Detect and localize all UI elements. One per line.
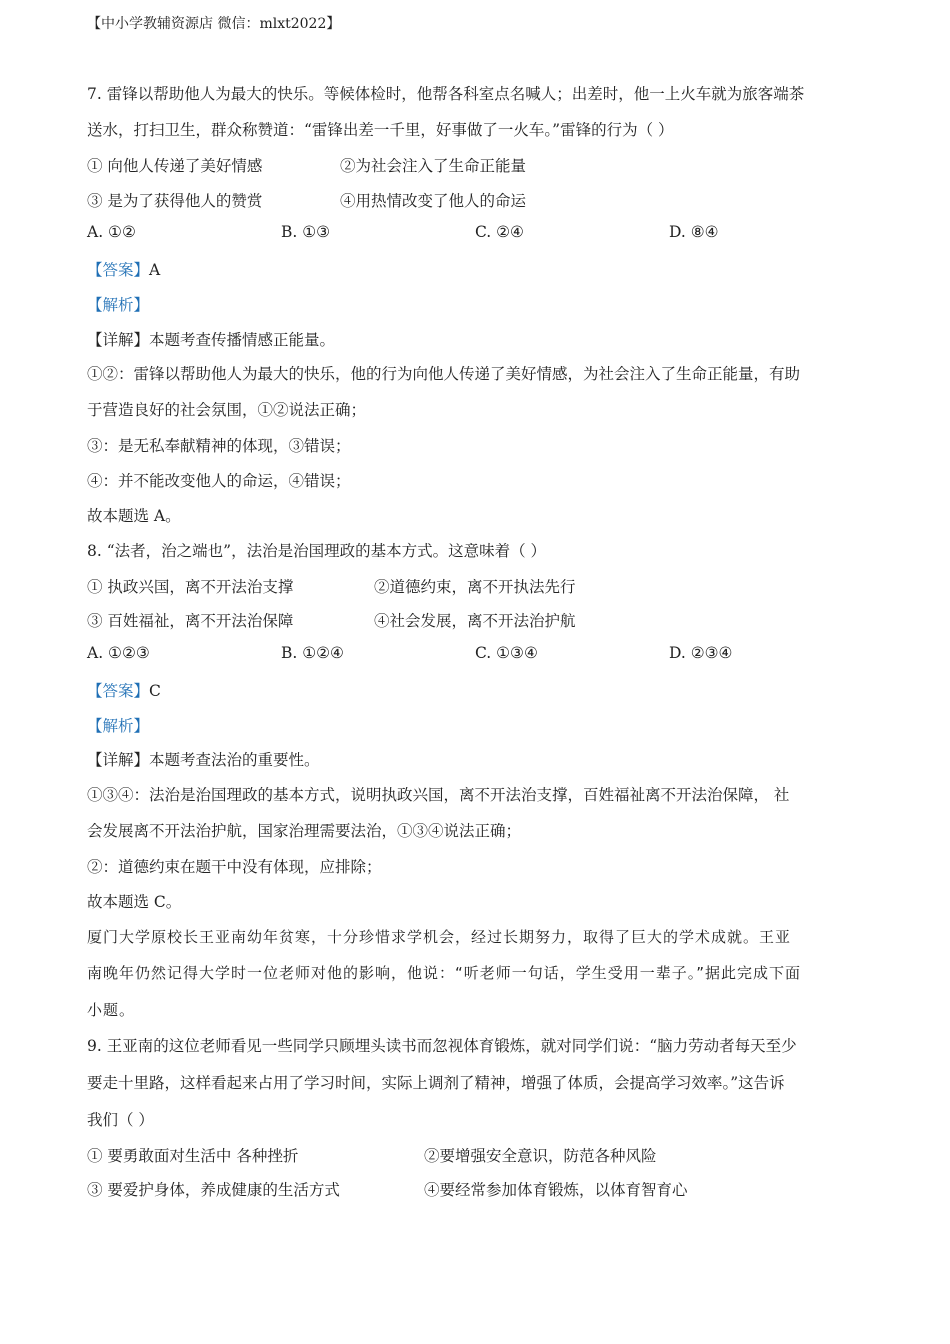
analysis-label: 【解析】 [87,717,150,735]
q8-answer [87,679,161,701]
q7-choice-b: B. ①③ [281,223,331,241]
q9-stem-line3: 我们（ ） [87,1111,154,1129]
q7-statement-3: ③ 是为了获得他人的赞赏 [87,192,263,210]
answer-value: A [149,261,161,279]
q7-choice-c: C. ②④ [475,223,524,241]
detail-label: 【详解】 [87,331,150,349]
q7-stem-line2: 送水，打扫卫生，群众称赞道：“雷锋出差一千里，好事做了一火车。”雷锋的行为（ ） [87,121,674,139]
q8-explain-line3: ②：道德约束在题干中没有体现，应排除； [87,858,382,876]
q7-explain-line2: 于营造良好的社会氛围，①②说法正确； [87,401,367,419]
q7-conclusion: 故本题选 A。 [87,507,181,525]
q7-stem-line1: 7. 雷锋以帮助他人为最大的快乐。等候体检时，他帮各科室点名喊人；出差时，他一上火车就为旅客端茶 [87,85,805,103]
q8-choice-a: A. ①②③ [87,644,150,662]
q8-statement-2: ②道德约束，离不开执法先行 [374,578,576,596]
q8-statement-3: ③ 百姓福祉，离不开法治保障 [87,612,294,630]
q8-statement-1: ① 执政兴国，离不开法治支撑 [87,578,294,596]
material-line2: 南晚年仍然记得大学时一位老师对他的影响，他说：“听老师一句话，学生受用一辈子。”据此完成下面 [87,964,802,982]
detail-label: 【详解】 [87,751,150,769]
q9-statement-2: ②要增强安全意识，防范各种风险 [424,1147,657,1165]
material-line3: 小题。 [87,1001,136,1019]
q7-analysis [87,293,149,315]
q9-statement-4: ④要经常参加体育锻炼，以体育智育心 [424,1181,688,1199]
q7-statement-4: ④用热情改变了他人的命运 [340,192,527,210]
q8-statement-4: ④社会发展，离不开法治护航 [374,612,576,630]
q7-choice-a: A. ①② [87,223,136,241]
detail-text: 本题考查传播情感正能量。 [149,331,336,349]
q8-stem: 8. “法者，治之端也”，法治是治国理政的基本方式。这意味着（ ） [87,542,546,560]
q8-choice-c: C. ①③④ [475,644,538,662]
answer-value: C [149,682,161,700]
q8-choice-b: B. ①②④ [281,644,344,662]
q9-statement-3: ③ 要爱护身体，养成健康的生活方式 [87,1181,340,1199]
q8-explain-line2: 会发展离不开法治护航，国家治理需要法治，①③④说法正确； [87,822,522,840]
analysis-label: 【解析】 [87,296,150,314]
q7-explain-line3: ③：是无私奉献精神的体现，③错误； [87,437,351,455]
q7-statement-2: ②为社会注入了生命正能量 [340,157,527,175]
q7-explain-line1: ①②：雷锋以帮助他人为最大的快乐，他的行为向他人传递了美好情感，为社会注入了生命正能量，有助 [87,365,801,383]
answer-label: 【答案】 [87,682,150,700]
q7-choice-d: D. ⑧④ [669,223,719,241]
q9-statement-1: ① 要勇敢面对生活中 各种挫折 [87,1147,299,1165]
q9-stem-line1: 9. 王亚南的这位老师看见一些同学只顾埋头读书而忽视体育锻炼，就对同学们说：“脑力劳动者每天至少 [87,1037,797,1055]
q8-analysis [87,714,149,736]
q7-answer [87,258,160,280]
q8-conclusion: 故本题选 C。 [87,893,182,911]
q7-statement-1: ① 向他人传递了美好情感 [87,157,263,175]
q7-explain-line4: ④：并不能改变他人的命运，④错误； [87,472,351,490]
page-header: 【中小学教辅资源店 微信：mlxt2022】 [87,16,341,32]
q7-detail [87,328,335,350]
q8-choice-d: D. ②③④ [669,644,733,662]
material-line1: 厦门大学原校长王亚南幼年贫寒，十分珍惜求学机会，经过长期努力，取得了巨大的学术成就。王亚 [87,928,792,946]
q8-detail [87,748,320,770]
q9-stem-line2: 要走十里路，这样看起来占用了学习时间，实际上调剂了精神，增强了体质，会提高学习效率。”这告诉 [87,1074,785,1092]
answer-label: 【答案】 [87,261,150,279]
detail-text: 本题考查法治的重要性。 [149,751,320,769]
q8-explain-line1: ①③④：法治是治国理政的基本方式，说明执政兴国，离不开法治支撑，百姓福祉离不开法治保障， 社 [87,786,790,804]
